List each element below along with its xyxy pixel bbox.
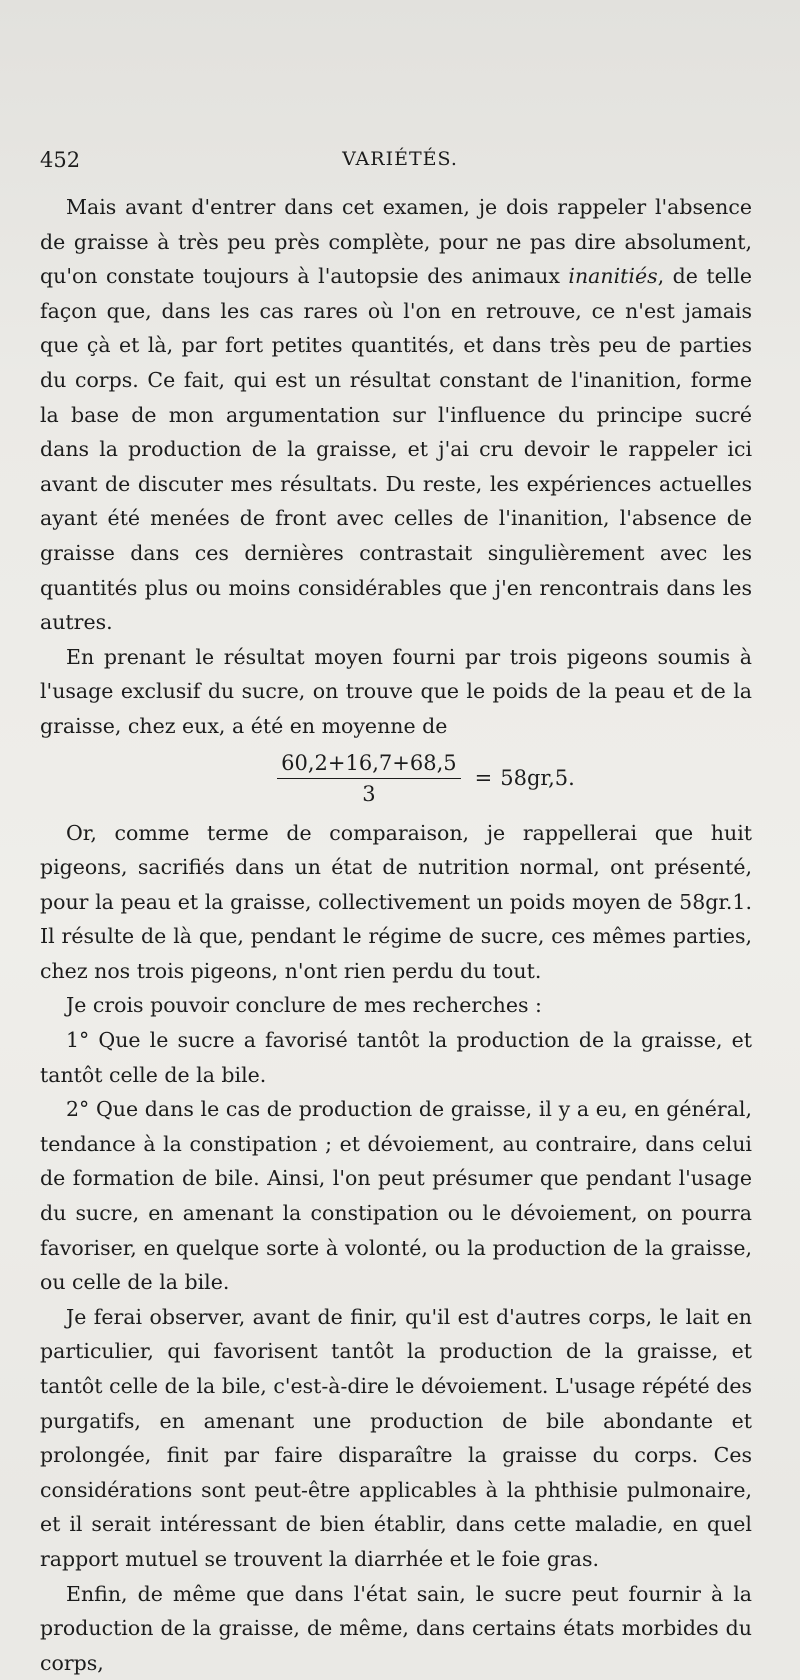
paragraph-3: Or, comme terme de comparaison, je rappellerai que huit pigeons, sacrifiés dans un état de nutrition normal, ont présenté, pour la peau et la graisse, collectivement un poids moyen de 58gr.1. Il résulte de là que, pendant le régime de sucre, ces mêmes parties, chez nos trois pigeons, n'ont rien perdu du tout. [40,820,752,983]
paragraph-6: 2° Que dans le cas de production de graisse, il y a eu, en général, tendance à la constipation ; et dévoiement, au contraire, dans celui de formation de bile. Ainsi, l'on peut présumer que pendant l'usage du sucre, en amenant la constipation ou le dévoiement, on pourra favoriser, en quelque sorte à volonté, ou la production de la graisse, ou celle de la bile. [40,1097,752,1295]
page-number: 452 [40,148,81,172]
page-header [40,148,760,178]
fraction-numerator: 60,2+16,7+68,5 [281,751,457,775]
equals-sign: = [474,766,493,791]
body-text [40,190,752,1680]
paragraph-8: Enfin, de même que dans l'état sain, le sucre peut fournir à la production de la graisse, de même, dans certains états morbides du corps, [40,1581,752,1675]
running-head: VARIÉTÉS. [342,148,458,170]
fraction [277,748,460,809]
average-formula [100,744,752,814]
paragraph-5: 1° Que le sucre a favorisé tantôt la production de la graisse, et tantôt celle de la bile. [40,1028,752,1087]
paragraph-2: En prenant le résultat moyen fourni par trois pigeons soumis à l'usage exclusif du sucre, on trouve que le poids de la peau et de la graisse, chez eux, a été en moyenne de [40,644,752,738]
fraction-denominator: 3 [362,782,376,806]
paragraph-1-text-a: Mais avant d'entrer dans cet examen, je dois rappeler l'absence de graisse à très peu près complète, pour ne pas dire absolument, qu'on constate toujours à l'autopsie des animaux [40,195,752,289]
paragraph-7: Je ferai observer, avant de finir, qu'il est d'autres corps, le lait en particulier, qui favorisent tantôt la production de la graisse, et tantôt celle de la bile, c'est-à-dire le dévoiement. L'usage répété des purgatifs, en amenant une production de bile abondante et prolongée, finit par faire disparaître la graisse du corps. Ces considérations sont peut-être applicables à la phthisie pulmonaire, et il serait intéressant de bien établir, dans cette maladie, en quel rapport mutuel se trouvent la diarrhée et le foie gras. [40,1304,752,1571]
formula-result: 58gr,5. [500,766,575,791]
paragraph-1-text-b: , de telle façon que, dans les cas rares où l'on en retrouve, ce n'est jamais que çà et là, par fort petites quantités, et dans très peu de parties du corps. Ce fait, qui est un résultat constant de l'inanition, forme la base de mon argumentation sur l'influence du principe sucré dans la production de la graisse, et j'ai cru devoir le rappeler ici avant de discuter mes résultats. Du reste, les expériences actuelles ayant été menées de front avec celles de l'inanition, l'absence de graisse dans ces dernières contrastait singulièrement avec les quantités plus ou moins considérables que j'en rencontrais dans les autres. [40,264,753,635]
emphasis-inanities: inanitiés [568,264,658,289]
paragraph-1 [40,190,752,640]
paragraph-4: Je crois pouvoir conclure de mes recherches : [66,993,542,1018]
